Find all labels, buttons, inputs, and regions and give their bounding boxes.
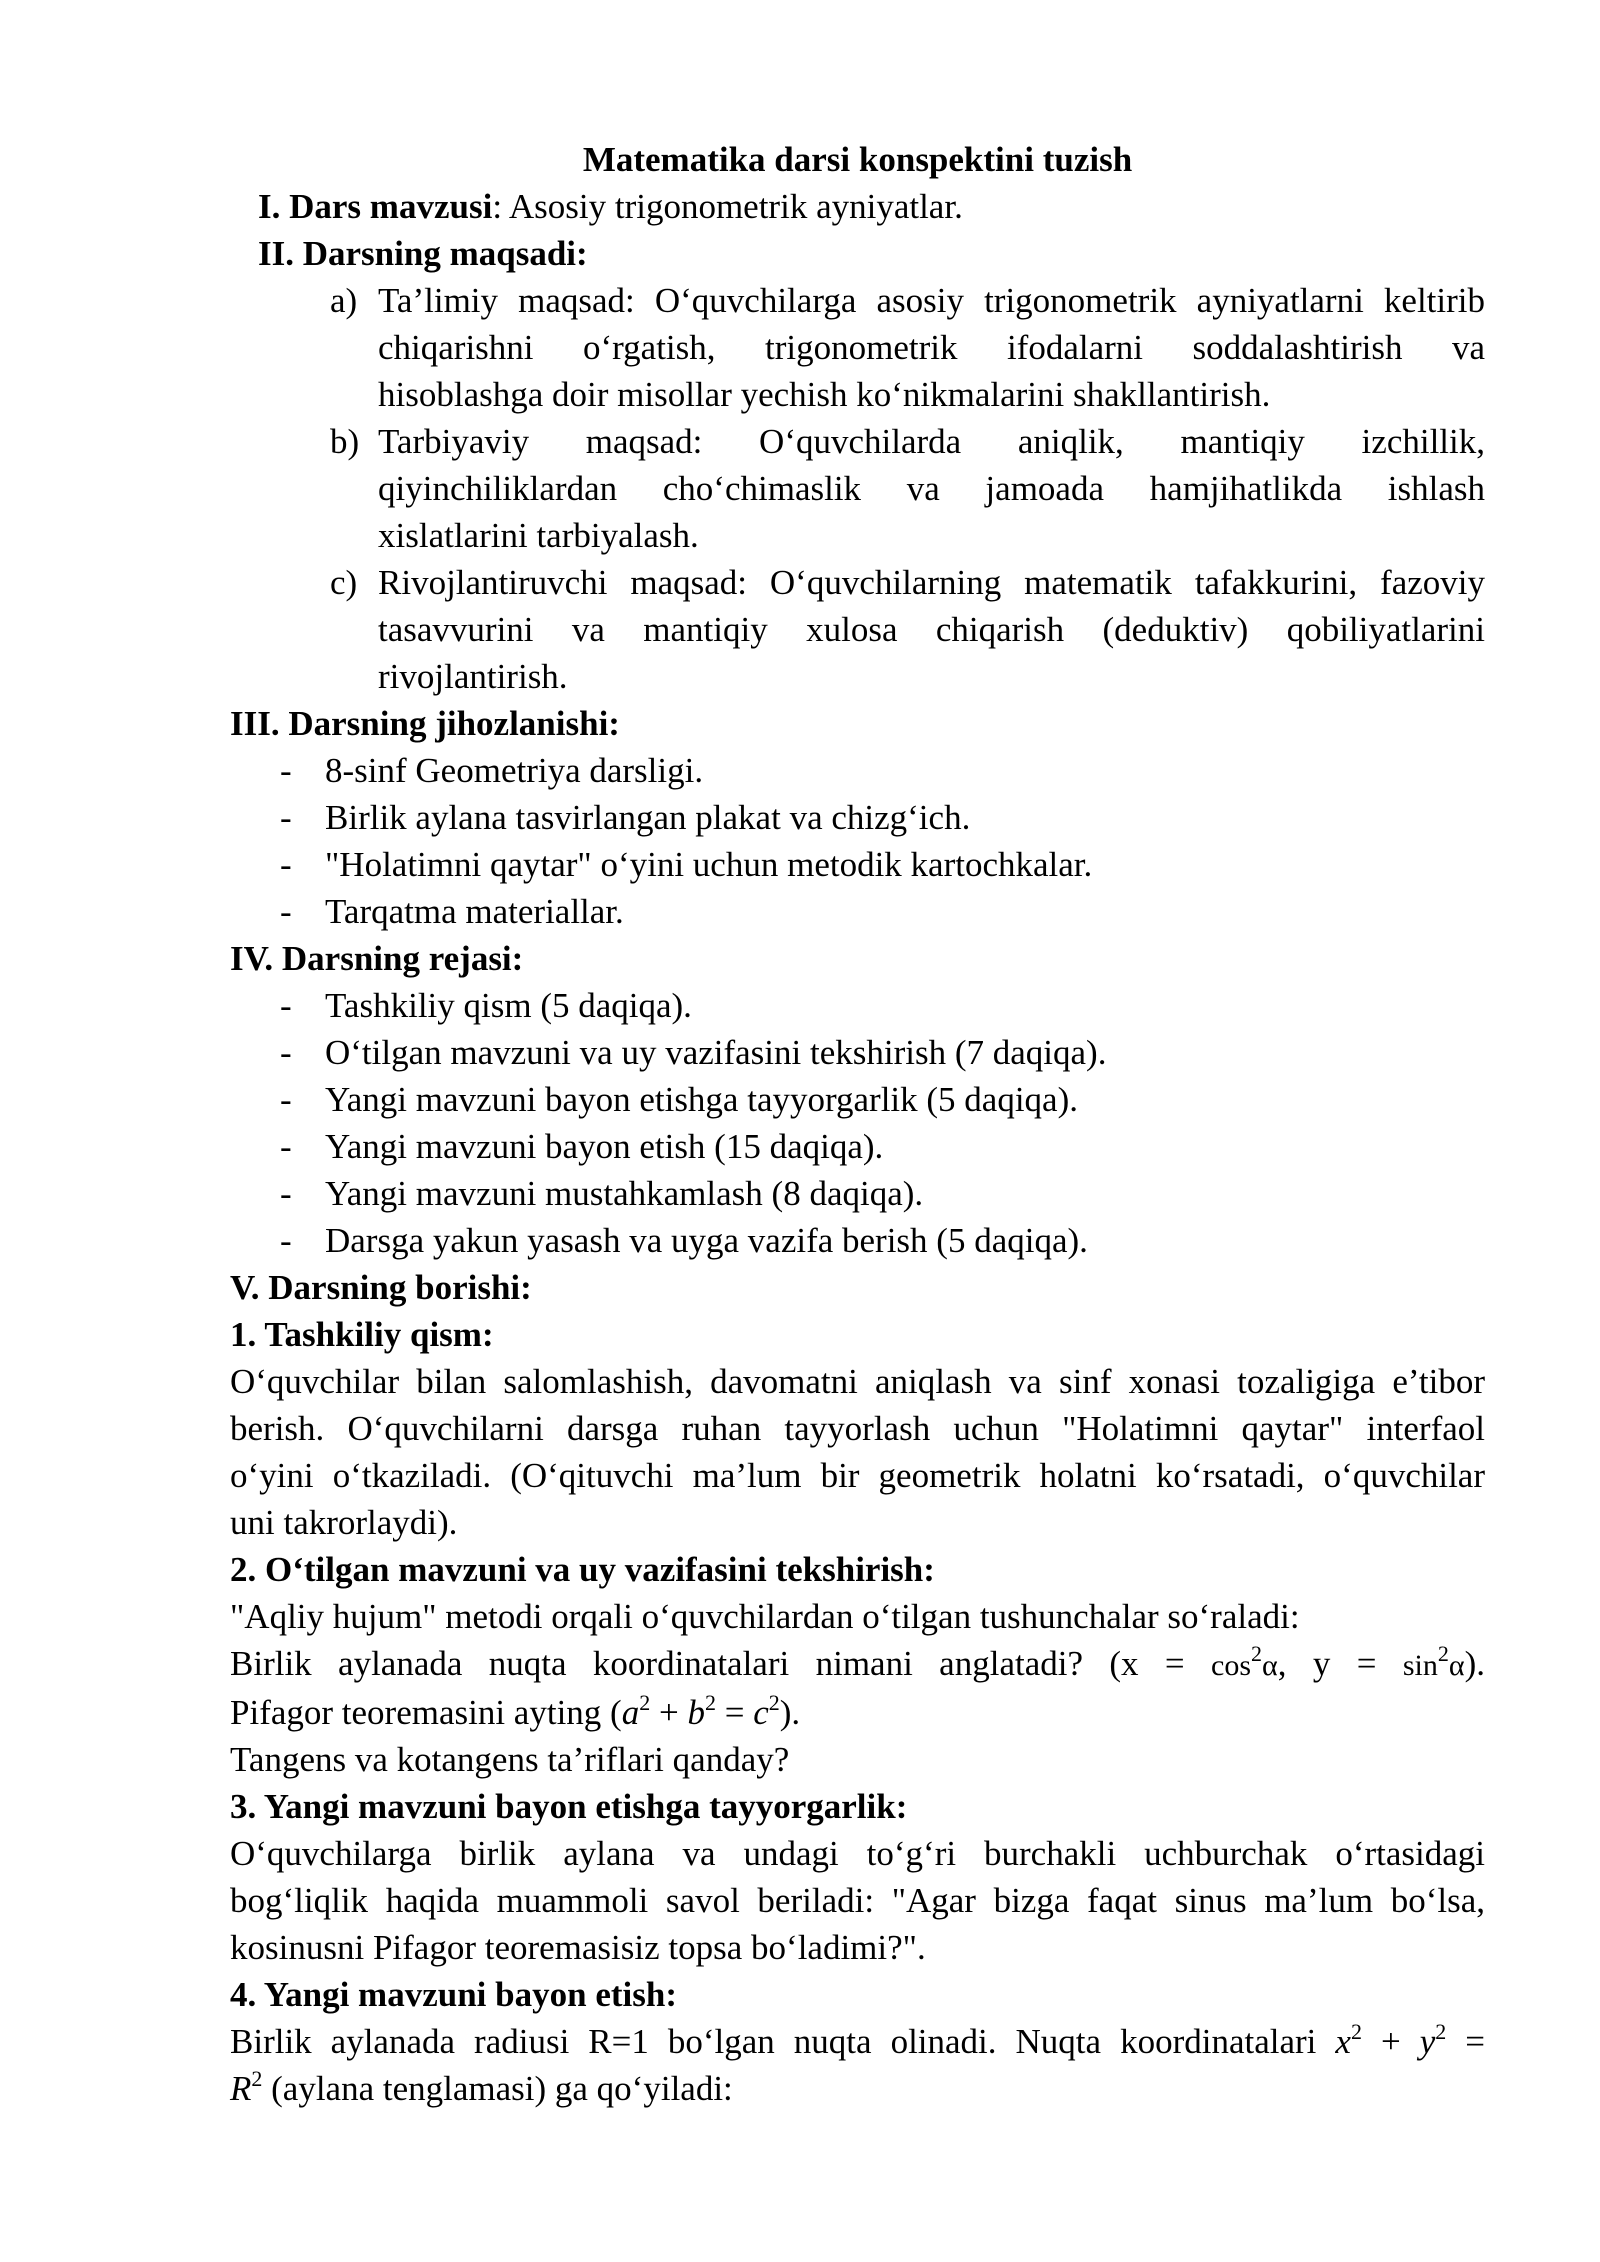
text-segment: o‘yini o‘tkaziladi. (O‘qituvchi ma’lum bir geometrik holatni ko‘rsatadi, o‘quvchilar xyxy=(230,1456,1485,1495)
step-3-para-line-3 xyxy=(230,1924,1485,1971)
text-segment: II. Darsning maqsadi: xyxy=(258,234,588,273)
superscript-text: 2 xyxy=(1435,2019,1447,2044)
text-segment: c xyxy=(753,1693,769,1732)
list-marker: - xyxy=(280,751,292,790)
step-3-para-line-1 xyxy=(230,1830,1485,1877)
plan-item-5 xyxy=(230,1170,1485,1217)
superscript-text: 2 xyxy=(1437,1641,1449,1666)
step-4-para-line-2 xyxy=(230,2065,1485,2112)
step-1-para-line-1 xyxy=(230,1358,1485,1405)
list-marker: - xyxy=(280,1174,292,1213)
text-segment: = xyxy=(715,1693,754,1732)
section-iii-line xyxy=(230,700,1485,747)
equipment-item-4 xyxy=(230,888,1485,935)
text-segment: α xyxy=(1448,1649,1465,1682)
text-segment: a xyxy=(621,1693,640,1732)
step-3-para-line-2 xyxy=(230,1877,1485,1924)
list-marker: - xyxy=(280,1221,292,1260)
superscript-text: 2 xyxy=(1251,1641,1263,1666)
text-segment: IV. Darsning rejasi: xyxy=(230,939,524,978)
plan-item-4 xyxy=(230,1123,1485,1170)
text-segment: O‘quvchilarga birlik aylana va undagi to‘g‘ri burchakli uchburchak o‘rtasidagi xyxy=(230,1834,1485,1873)
item-b-line-2 xyxy=(230,465,1485,512)
text-segment: Birlik aylanada radiusi R=1 bo‘lgan nuqta olinadi. Nuqta koordinatalari xyxy=(230,2022,1336,2061)
text-segment: V. Darsning borishi: xyxy=(230,1268,532,1307)
text-segment: qiyinchiliklardan cho‘chimaslik va jamoada hamjihatlikda ishlash xyxy=(378,469,1485,508)
text-segment: ). xyxy=(1464,1644,1485,1683)
list-marker: - xyxy=(280,845,292,884)
list-marker: - xyxy=(280,1080,292,1119)
text-segment: sin xyxy=(1402,1649,1438,1682)
step-1-para-line-4 xyxy=(230,1499,1485,1546)
item-b-line-1 xyxy=(230,418,1485,465)
text-segment: Birlik aylana tasvirlangan plakat va chizg‘ich. xyxy=(325,798,971,837)
plan-item-6 xyxy=(230,1217,1485,1264)
superscript-text: 2 xyxy=(704,1690,716,1715)
text-segment: Birlik aylanada nuqta koordinatalari nimani anglatadi? (x = xyxy=(230,1644,1212,1683)
equipment-item-2 xyxy=(230,794,1485,841)
text-segment: 4. Yangi mavzuni bayon etish: xyxy=(230,1975,677,2014)
text-segment: rivojlantirish. xyxy=(378,657,568,696)
text-segment: "Aqliy hujum" metodi orqali o‘quvchilardan o‘tilgan tushunchalar so‘raladi: xyxy=(230,1597,1300,1636)
text-segment: Darsga yakun yasash va uyga vazifa berish (5 daqiqa). xyxy=(325,1221,1088,1260)
section-ii-line xyxy=(230,230,1485,277)
equipment-item-3 xyxy=(230,841,1485,888)
equipment-item-1 xyxy=(230,747,1485,794)
superscript-text: 2 xyxy=(639,1690,651,1715)
list-marker: - xyxy=(280,1033,292,1072)
text-segment: uni takrorlaydi). xyxy=(230,1503,458,1542)
text-segment: = xyxy=(1446,2022,1485,2061)
text-segment: ). xyxy=(779,1693,801,1732)
text-segment: 8-sinf Geometriya darsligi. xyxy=(325,751,704,790)
step-4-heading xyxy=(230,1971,1485,2018)
text-segment: Yangi mavzuni bayon etish (15 daqiqa). xyxy=(325,1127,884,1166)
text-segment: Tarqatma materiallar. xyxy=(325,892,624,931)
text-segment: b xyxy=(687,1693,705,1732)
item-c-line-2 xyxy=(230,606,1485,653)
step-2-para-line-3 xyxy=(230,1689,1485,1736)
text-segment: O‘tilgan mavzuni va uy vazifasini tekshirish (7 daqiqa). xyxy=(325,1033,1107,1072)
text-segment: 2. O‘tilgan mavzuni va uy vazifasini tekshirish: xyxy=(230,1550,935,1589)
text-segment: III. Darsning jihozlanishi: xyxy=(230,704,620,743)
step-1-para-line-2 xyxy=(230,1405,1485,1452)
item-c-line-3 xyxy=(230,653,1485,700)
plan-item-1 xyxy=(230,982,1485,1029)
text-segment: bog‘liqlik haqida muammoli savol beriladi: "Agar bizga faqat sinus ma’lum bo‘lsa, xyxy=(230,1881,1485,1920)
superscript-text: 2 xyxy=(1350,2019,1362,2044)
superscript-text: 2 xyxy=(251,2066,263,2091)
text-segment: Rivojlantiruvchi maqsad: O‘quvchilarning matematik tafakkurini, fazoviy xyxy=(378,563,1485,602)
document-content xyxy=(230,136,1485,2112)
item-a-line-2 xyxy=(230,324,1485,371)
text-segment: berish. O‘quvchilarni darsga ruhan tayyorlash uchun "Holatimni qaytar" interfaol xyxy=(230,1409,1485,1448)
step-1-heading xyxy=(230,1311,1485,1358)
plan-item-3 xyxy=(230,1076,1485,1123)
item-a-line-1 xyxy=(230,277,1485,324)
text-segment: kosinusni Pifagor teoremasisiz topsa bo‘ladimi?". xyxy=(230,1928,926,1967)
section-iv-line xyxy=(230,935,1485,982)
list-marker: - xyxy=(280,986,292,1025)
item-a-line-3 xyxy=(230,371,1485,418)
text-segment: "Holatimni qaytar" o‘yini uchun metodik kartochkalar. xyxy=(325,845,1093,884)
item-b-line-3 xyxy=(230,512,1485,559)
step-2-heading xyxy=(230,1546,1485,1593)
step-2-para-line-4 xyxy=(230,1736,1485,1783)
text-segment: (aylana tenglamasi) ga qo‘yiladi: xyxy=(262,2069,733,2108)
step-4-para-line-1 xyxy=(230,2018,1485,2065)
title-line xyxy=(230,136,1485,183)
text-segment: R xyxy=(230,2069,252,2108)
text-segment: : Asosiy trigonometrik ayniyatlar. xyxy=(492,187,963,226)
text-segment: Tangens va kotangens ta’riflari qanday? xyxy=(230,1740,790,1779)
text-segment: Yangi mavzuni mustahkamlash (8 daqiqa). xyxy=(325,1174,924,1213)
step-2-para-line-1 xyxy=(230,1593,1485,1640)
text-segment: I. Dars mavzusi xyxy=(258,187,493,226)
text-segment: O‘quvchilar bilan salomlashish, davomatni aniqlash va sinf xonasi tozaligiga e’tibor xyxy=(230,1362,1485,1401)
superscript-text: 2 xyxy=(768,1690,780,1715)
section-v-line xyxy=(230,1264,1485,1311)
text-segment: Matematika darsi konspektini tuzish xyxy=(582,140,1133,179)
list-marker: - xyxy=(280,892,292,931)
text-segment: hisoblashga doir misollar yechish ko‘nikmalarini shakllantirish. xyxy=(378,375,1271,414)
text-segment: 1. Tashkiliy qism: xyxy=(230,1315,494,1354)
text-segment: chiqarishni o‘rgatish, trigonometrik ifodalarni soddalashtirish va xyxy=(378,328,1485,367)
text-segment: + xyxy=(650,1693,688,1732)
list-marker: - xyxy=(280,798,292,837)
list-marker: a) xyxy=(330,281,358,320)
list-marker: c) xyxy=(330,563,358,602)
text-segment: , y = xyxy=(1277,1644,1403,1683)
text-segment: xislatlarini tarbiyalash. xyxy=(378,516,699,555)
item-c-line-1 xyxy=(230,559,1485,606)
text-segment: cos xyxy=(1211,1649,1252,1682)
plan-item-2 xyxy=(230,1029,1485,1076)
list-marker: - xyxy=(280,1127,292,1166)
text-segment: + xyxy=(1361,2022,1420,2061)
text-segment: Tarbiyaviy maqsad: O‘quvchilarda aniqlik, mantiqiy izchillik, xyxy=(378,422,1485,461)
step-2-para-line-2 xyxy=(230,1640,1485,1689)
text-segment: Yangi mavzuni bayon etishga tayyorgarlik (5 daqiqa). xyxy=(325,1080,1078,1119)
text-segment: x xyxy=(1335,2022,1351,2061)
list-marker: b) xyxy=(330,422,360,461)
step-1-para-line-3 xyxy=(230,1452,1485,1499)
text-segment: 3. Yangi mavzuni bayon etishga tayyorgarlik: xyxy=(230,1787,908,1826)
text-segment: tasavvurini va mantiqiy xulosa chiqarish (deduktiv) qobiliyatlarini xyxy=(378,610,1485,649)
step-3-heading xyxy=(230,1783,1485,1830)
text-segment: α xyxy=(1262,1649,1278,1682)
text-segment: Pifagor teoremasini ayting ( xyxy=(230,1693,622,1732)
text-segment: Ta’limiy maqsad: O‘quvchilarga asosiy trigonometrik ayniyatlarni keltirib xyxy=(378,281,1485,320)
section-i-line xyxy=(230,183,1485,230)
text-segment: Tashkiliy qism (5 daqiqa). xyxy=(325,986,692,1025)
text-segment: y xyxy=(1419,2022,1436,2061)
